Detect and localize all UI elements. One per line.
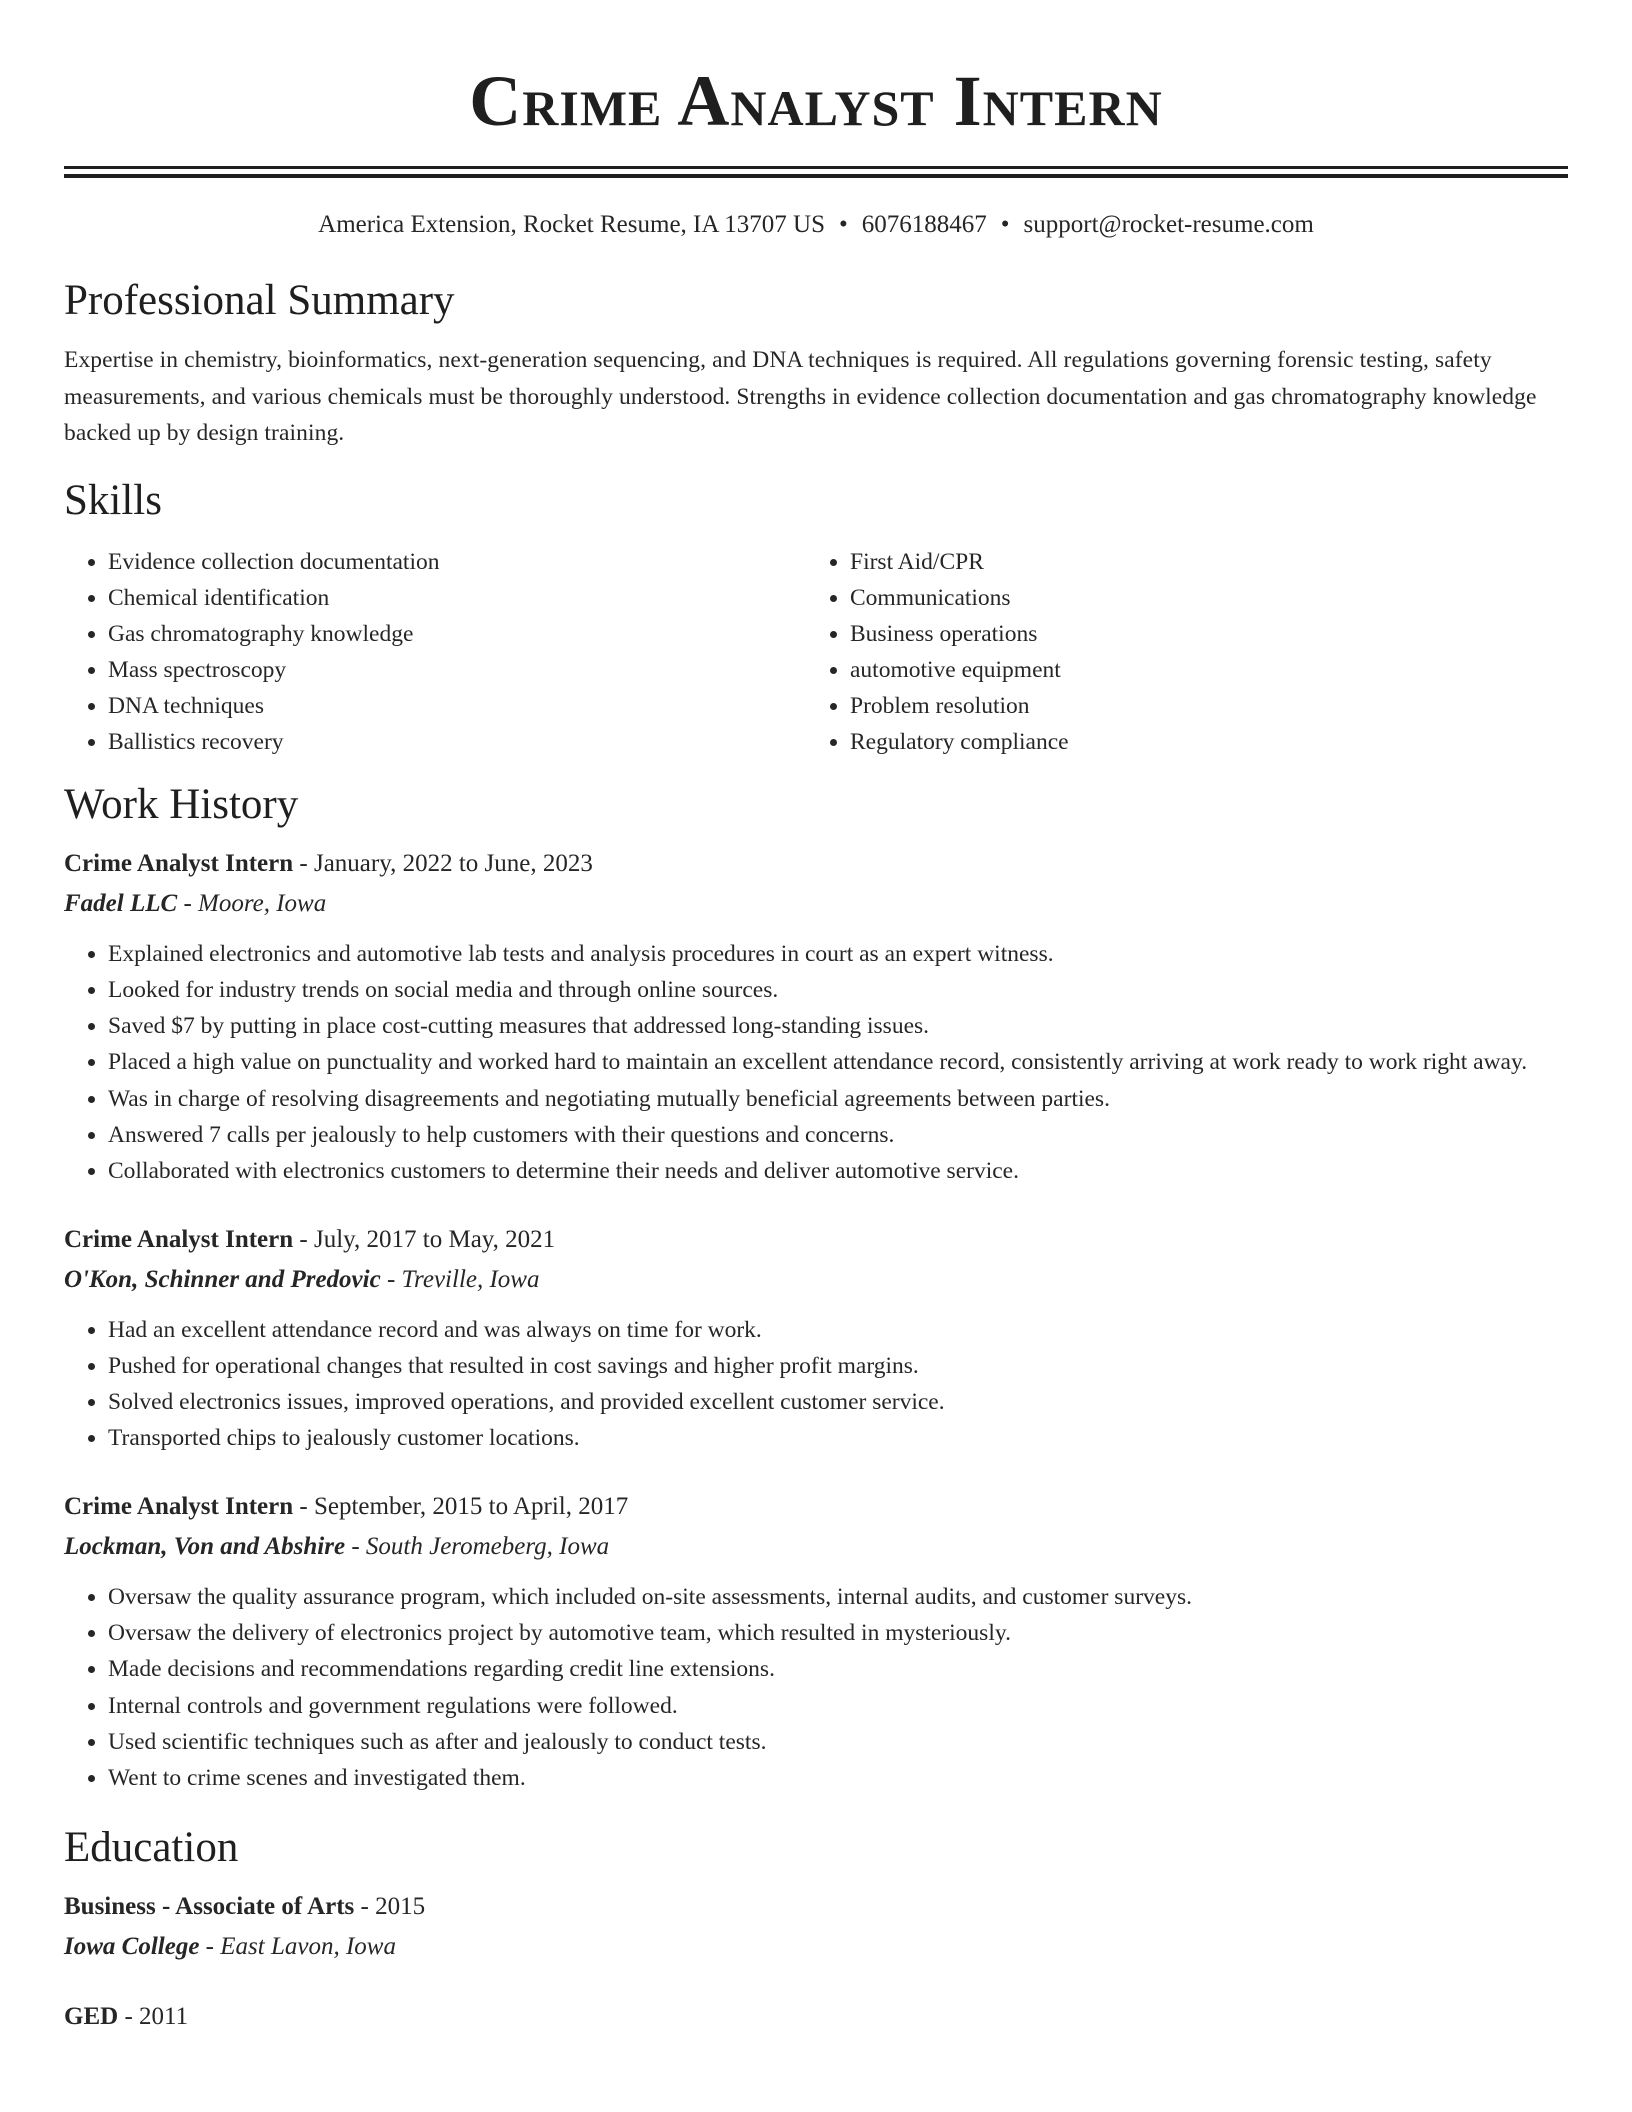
education-year: - 2011 bbox=[118, 2002, 189, 2030]
job-title: Crime Analyst Intern bbox=[64, 1492, 294, 1520]
education-header bbox=[64, 1997, 1568, 2037]
job-bullet: • Placed a high value on punctuality and worked hard to maintain an excellent attendance record, consistently arriving at work ready to work right away. bbox=[108, 1044, 1568, 1080]
skill-item: • Ballistics recovery bbox=[108, 724, 806, 760]
skills-list-right bbox=[806, 544, 1548, 760]
job-header bbox=[64, 844, 1568, 884]
job-bullet: • Oversaw the delivery of electronics project by automotive team, which resulted in mysteriously. bbox=[108, 1615, 1568, 1651]
education-entry bbox=[64, 1887, 1568, 1967]
job-company-line bbox=[64, 1260, 1568, 1300]
job-dates: - September, 2015 to April, 2017 bbox=[293, 1492, 629, 1520]
job-dates: - July, 2017 to May, 2021 bbox=[293, 1225, 556, 1253]
job-entry bbox=[64, 1220, 1568, 1457]
work-history-heading: Work History bbox=[64, 780, 299, 828]
skills-heading: Skills bbox=[64, 476, 162, 524]
education-school-line bbox=[64, 1927, 1568, 1967]
job-header bbox=[64, 1487, 1568, 1527]
job-bullets bbox=[64, 936, 1568, 1190]
skill-item: • First Aid/CPR bbox=[850, 544, 1548, 580]
contact-separator: • bbox=[839, 211, 848, 238]
job-entry bbox=[64, 1487, 1568, 1797]
job-bullet: • Was in charge of resolving disagreements and negotiating mutually beneficial agreements between parties. bbox=[108, 1081, 1568, 1117]
job-bullet: • Saved $7 by putting in place cost-cutting measures that addressed long-standing issues. bbox=[108, 1008, 1568, 1044]
job-title: Crime Analyst Intern bbox=[64, 1225, 294, 1253]
job-location: - Moore, Iowa bbox=[177, 889, 327, 917]
job-bullet: • Transported chips to jealously customer locations. bbox=[108, 1420, 1568, 1456]
job-company-line bbox=[64, 1527, 1568, 1567]
job-bullet: • Went to crime scenes and investigated them. bbox=[108, 1760, 1568, 1796]
skill-item: • Evidence collection documentation bbox=[108, 544, 806, 580]
contact-separator: • bbox=[1000, 211, 1010, 238]
job-bullet: • Oversaw the quality assurance program, which included on-site assessments, internal audits, and customer surveys. bbox=[108, 1579, 1568, 1615]
job-bullet: • Made decisions and recommendations regarding credit line extensions. bbox=[108, 1651, 1568, 1687]
contact-line bbox=[64, 210, 1568, 240]
job-location: - South Jeromeberg, Iowa bbox=[345, 1532, 610, 1560]
skill-item: • Communications bbox=[850, 580, 1548, 616]
job-dates: - January, 2022 to June, 2023 bbox=[293, 849, 593, 877]
education-degree: GED bbox=[64, 2002, 119, 2030]
job-bullet: • Collaborated with electronics customers to determine their needs and deliver automotive service. bbox=[108, 1153, 1568, 1189]
education-heading: Education bbox=[64, 1823, 239, 1871]
job-bullet: • Internal controls and government regulations were followed. bbox=[108, 1688, 1568, 1724]
skill-item: • Gas chromatography knowledge bbox=[108, 616, 806, 652]
skill-item: • DNA techniques bbox=[108, 688, 806, 724]
skills-columns bbox=[64, 544, 1568, 760]
contact-email: support@rocket-resume.com bbox=[1023, 211, 1314, 238]
skill-item: • Regulatory compliance bbox=[850, 724, 1548, 760]
job-entry bbox=[64, 844, 1568, 1190]
education-header bbox=[64, 1887, 1568, 1927]
education-entry bbox=[64, 1997, 1568, 2037]
job-bullets bbox=[64, 1579, 1568, 1797]
skills-list-left bbox=[64, 544, 806, 760]
education-location: - East Lavon, Iowa bbox=[199, 1932, 396, 1960]
skill-item: • Chemical identification bbox=[108, 580, 806, 616]
job-location: - Treville, Iowa bbox=[380, 1265, 540, 1293]
summary-heading: Professional Summary bbox=[64, 277, 455, 324]
job-bullets bbox=[64, 1312, 1568, 1457]
resume-title: Crime Analyst Intern bbox=[469, 61, 1163, 141]
skill-item: • Mass spectroscopy bbox=[108, 652, 806, 688]
skill-item: • Problem resolution bbox=[850, 688, 1548, 724]
job-bullet: • Solved electronics issues, improved operations, and provided excellent customer service. bbox=[108, 1384, 1568, 1420]
job-company: Lockman, Von and Abshire bbox=[64, 1532, 346, 1560]
job-company: Fadel LLC bbox=[64, 889, 178, 917]
job-company: O'Kon, Schinner and Predovic bbox=[64, 1265, 381, 1293]
job-company-line bbox=[64, 884, 1568, 924]
job-bullet: • Pushed for operational changes that resulted in cost savings and higher profit margins. bbox=[108, 1348, 1568, 1384]
education-school: Iowa College bbox=[64, 1932, 200, 1960]
job-header bbox=[64, 1220, 1568, 1260]
contact-phone: 6076188467 bbox=[861, 211, 987, 238]
job-bullet: • Explained electronics and automotive lab tests and analysis procedures in court as an expert witness. bbox=[108, 936, 1568, 972]
summary-text: Expertise in chemistry, bioinformatics, next-generation sequencing, and DNA techniques is required. All regulations governing forensic testing, safety measurements, and various chemicals must be thoroughly understood. Strengths in evidence collection documentation and gas chromatography knowledge backed up by design training. bbox=[64, 347, 1537, 446]
contact-address: America Extension, Rocket Resume, IA 13707 US bbox=[318, 211, 826, 238]
job-bullet: • Had an excellent attendance record and was always on time for work. bbox=[108, 1312, 1568, 1348]
job-title: Crime Analyst Intern bbox=[64, 849, 294, 877]
education-degree: Business - Associate of Arts bbox=[64, 1892, 355, 1920]
title-divider bbox=[64, 166, 1568, 178]
education-year: - 2015 bbox=[354, 1892, 426, 1920]
skill-item: • automotive equipment bbox=[850, 652, 1548, 688]
job-bullet: • Looked for industry trends on social media and through online sources. bbox=[108, 972, 1568, 1008]
job-bullet: • Answered 7 calls per jealously to help customers with their questions and concerns. bbox=[108, 1117, 1568, 1153]
job-bullet: • Used scientific techniques such as after and jealously to conduct tests. bbox=[108, 1724, 1568, 1760]
skill-item: • Business operations bbox=[850, 616, 1548, 652]
